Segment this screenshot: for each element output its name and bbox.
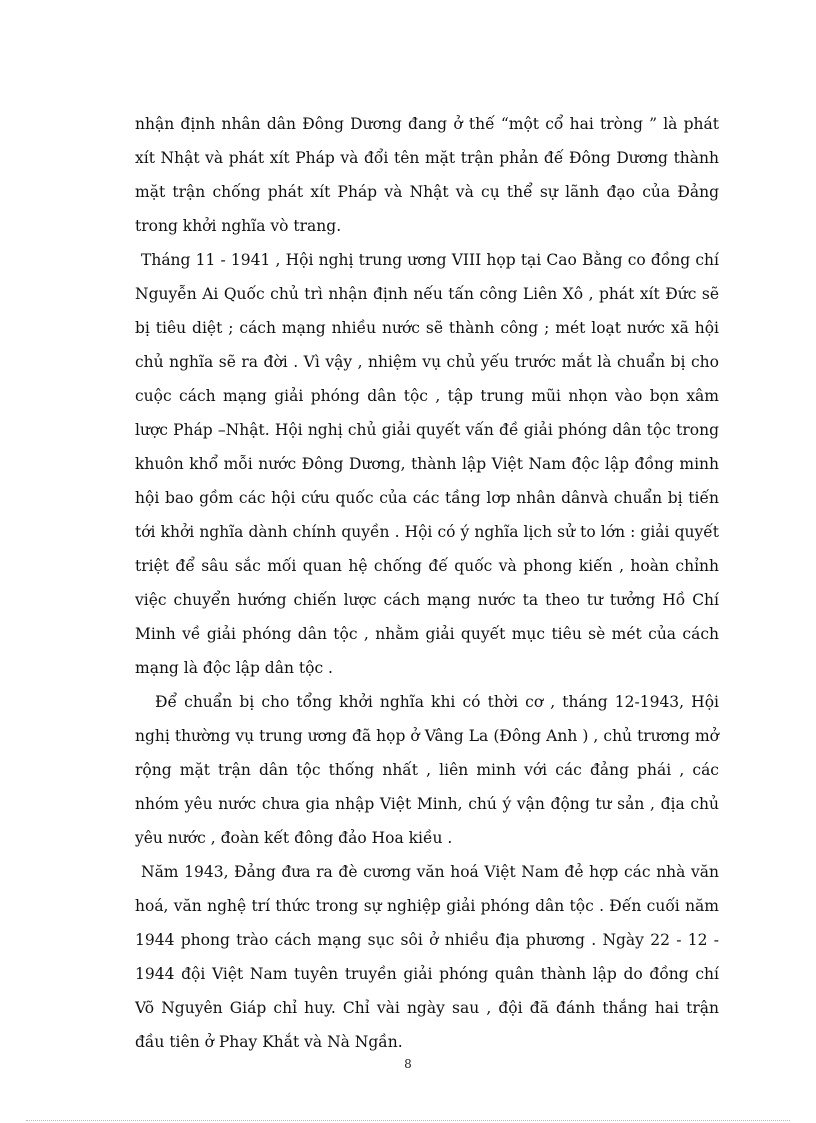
page-number: 8 [404,1057,412,1071]
paragraph-2: Tháng 11 - 1941 , Hội nghị trung ương VIII họp tại Cao Bằng co đồng chí Nguyễn Ai Quốc chủ trì nhận định nếu tấn công Liên Xô , phát xít Đức sẽ bị tiêu diệt ; cách mạng nhiều nước sẽ thành công ; mét loạt nước xã hội chủ nghĩa sẽ ra đời . Vì vậy , nhiệm vụ chủ yếu trước mắt là chuẩn bị cho cuộc cách mạng giải phóng dân tộc , tập trung mũi nhọn vào bọn xâm lược Pháp –Nhật. Hội nghị chủ giải quyết vấn đề giải phóng dân tộc trong khuôn khổ mỗi nước Đông Dương, thành lập Việt Nam độc lập đồng minh hội bao gồm các hội cứu quốc của các tầng lơp nhân dânvà chuẩn bị tiến tới khởi nghĩa dành chính quyền . Hội có ý nghĩa lịch sử to lớn : giải quyết triệt để sâu sắc mối quan hệ chống đế quốc và phong kiến , hoàn chỉnh việc chuyển hướng chiến lược cách mạng nước ta theo tư tưởng Hồ Chí Minh về giải phóng dân tộc , nhằm giải quyết mục tiêu sè mét của cách mạng là độc lập dân tộc . [135,251,719,677]
paragraph-3: Để chuẩn bị cho tổng khởi nghĩa khi có thời cơ , tháng 12-1943, Hội nghị thường vụ trung ương đã họp ở Vâng La (Đông Anh ) , chủ trương mở rộng mặt trận dân tộc thống nhất , liên minh với các đảng phái , các nhóm yêu nước chưa gia nhập Việt Minh, chú ý vận động tư sản , địa chủ yêu nước , đoàn kết đông đảo Hoa kiều . [135,693,719,847]
body-text [135,107,719,1059]
paragraph-1: nhận định nhân dân Đông Dương đang ở thế “một cổ hai tròng ” là phát xít Nhật và phát xít Pháp và đổi tên mặt trận phản đế Đông Dương thành mặt trận chống phát xít Pháp và Nhật và cụ thể sự lãnh đạo của Đảng trong khởi nghĩa vò trang. [135,115,719,235]
bottom-dotted-border [26,1120,790,1121]
paragraph-4: Năm 1943, Đảng đưa ra đè cương văn hoá Việt Nam đẻ hợp các nhà văn hoá, văn nghệ trí thức trong sự nghiệp giải phóng dân tộc . Đến cuối năm 1944 phong trào cách mạng sục sôi ở nhiều địa phương . Ngày 22 - 12 - 1944 đội Việt Nam tuyên truyền giải phóng quân thành lập do đồng chí Võ Nguyên Giáp chỉ huy. Chỉ vài ngày sau , đội đã đánh thắng hai trận đầu tiên ở Phay Khắt và Nà Ngần. [135,863,719,1051]
